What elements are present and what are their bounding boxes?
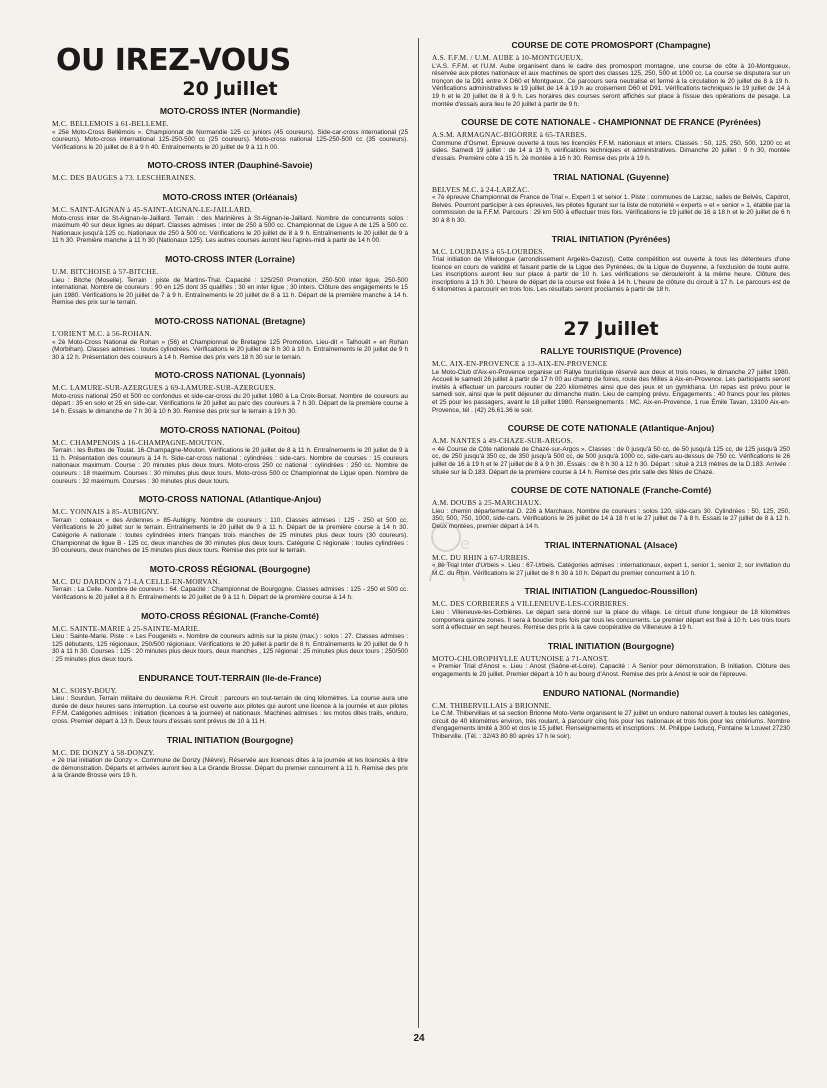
event-club: BELVES M.C. à 24-LARZAC. [432, 184, 530, 194]
event-description: Terrain : La Celle. Nombre de coureurs : 64. Capacité : Championnat de Bourgogne. Classes admises : 125 - 250 et 500 cc. Vérifications le 20 juillet à 8 h. Entraînements le 20 juillet de 9 à 11 h. Départ de la première course à 14 h. [52, 586, 408, 601]
event-heading: MOTO-CROSS INTER (Lorraine) [165, 253, 295, 264]
event-club: M.C. LAMURE-SUR-AZERGUES à 69-LAMURE-SUR-AZERGUES. [52, 383, 276, 393]
event-listing [432, 172, 790, 225]
event-club: M.C. LOURDAIS à 65-LOURDES. [432, 246, 545, 256]
event-club: C.M. THIBERVILLAIS à BRIONNE. [432, 700, 552, 710]
event-description: « 25è Moto-Cross Bellêmois ». Championnat de Normandie 125 cc juniors (45 coureurs). Side-car-cross international (25 coureurs). Moto-cross international 125-250-500 cc (25 coureurs). Moto-cross national 125-250-500 cc (35 coureurs). Vérifications le 20 juillet de 8 à 9 h 40. Entraînements le 20 juillet de 9 à 11 h 00. [52, 128, 408, 151]
event-heading: MOTO-CROSS INTER (Orléanais) [162, 191, 298, 202]
column-divider [418, 38, 419, 1028]
event-listing [52, 611, 408, 664]
event-description: Lieu : Sourdun. Terrain militaire du deuxième R.H. Circuit : parcours en tout-terrain de cinq kilomètres. La course aura une durée de deux heures sans interruption. La course est ouverte aux pilotes qui auront une licence à la journée et aux pilotes F.F.M. Catégories admises : initiation (licences à la journée) et nationaux. Machines admises : les motos dites trails, enduro, cross. Premier départ à 13 h. Deux tours d'essais sont prévus de 10 à 11 H. [52, 695, 408, 725]
event-description: « 2è trial initiation de Donzy ». Commune de Donzy (Nièvre). Réservée aux licences dites à la journée et les licenciés à titre de démonstration. Départs et arrivées auront lieu à La Grande Brosse. Départ du premier concurrent à 11 h. Remise des prix à la Grande Brosse vers 19 h. [52, 757, 408, 780]
event-listing [432, 40, 790, 108]
event-heading: MOTO-CROSS NATIONAL (Atlantique-Anjou) [138, 494, 322, 505]
left-sections [52, 106, 408, 780]
event-listing [52, 106, 408, 151]
event-listing [52, 673, 408, 726]
event-listing [432, 117, 790, 162]
svg-text:e: e [460, 534, 470, 553]
event-description: Trial initiation de Villelongue (arrondissement Argelès-Gazost). Cette compétition est ouverte à tous les détenteurs d'une licence en cours de validité et faisant partie de la Ligue des Pyrénées, de la Ligue de Guyenne, à l'exclusion de toute autre. Les inscriptions auront lieu sur place à partir de 10 h. Les vérifications se dérouleront à la même heure. Clôture des inscriptions à 13 h 30. L'heure de départ de la course est fixée à 14 h. L'heure de clôture du circuit à 17 h. Le parcours est de 6 kilomètres à parcourir en trois fois. Les résultats seront proclamés à partir de 18 h. [432, 256, 790, 294]
event-description: « 4è Course de Côte nationale de Chazé-sur-Argos ». Classes : de 0 jusqu'à 50 cc, de 50 jusqu'à 125 cc, de 125 jusqu'à 250 cc, de 250 jusqu'à 350 cc, de 350 jusqu'à 500 cc, de 500 jusqu'à 1000 cc, side-cars au-dessus de 750 cc. Vérifications le 26 juillet de 16 à 19 h et le 27 juillet de 8 à 9 h 30. Essais : de 8 h 30 à 12 h 30. Départ : situé à 213 mètres de la D.183. Arrivée : située sur la D.183. Départ de la première course à 14 h. Remise des prix salle des fêtes de Chazé. [432, 445, 790, 476]
event-heading: ENDURO NATIONAL (Normandie) [542, 687, 680, 698]
event-heading: TRIAL INITIATION (Pyrénées) [551, 233, 671, 244]
event-heading: TRIAL INTERNATIONAL (Alsace) [544, 539, 678, 550]
event-club: MOTO-CHLOROPHYLLE AUTUNOISE à 71-ANOST. [432, 653, 610, 663]
event-listing [52, 425, 408, 486]
event-heading: COURSE DE COTE PROMOSPORT (Champagne) [511, 40, 711, 50]
event-heading: MOTO-CROSS NATIONAL (Poitou) [160, 424, 300, 435]
date-heading-20-juillet: 20 Juillet [182, 78, 278, 100]
event-description: Terrain : coteaux « des Ardennes » 85-Aubigny. Nombre de coureurs : 110. Classes admises : 125 - 250 et 500 cc. Vérifications le 20 juillet sur le terrain. Entraînements le 20 juillet de 9 à 11 h. Départ de la première course à 14 h 30. Catégorie A nationale : toutes cylindrées inters français trois manches de 25 minutes plus deux tours (30 coureurs). Championnat de ligue B - 125 cc, deux manches de 30 minutes plus deux tours. Catégorie C régionale : toutes cylindrées : 30 coureurs, deux manches de 15 minutes plus deux tours. Remise des prix sur le terrain. [52, 516, 408, 555]
event-heading: TRIAL INITIATION (Bourgogne) [547, 640, 675, 651]
event-club: A.M. DOUBS à 25-MARCHAUX. [432, 498, 542, 508]
event-listing [52, 735, 408, 780]
event-listing [432, 346, 790, 414]
watermark-figure-icon [424, 515, 482, 585]
event-club: M.C. DU RHIN à 67-URBEIS. [432, 552, 530, 562]
event-club: A.S.M. ARMAGNAC-BIGORRE à 65-TARBES. [432, 130, 587, 140]
event-description: « 2è Moto-Cross National de Rohan » (56) et Championnat de Bretagne 125 Promotion. Lieu-dit « Talhouët » en Rohan (Morbihan). Classes admises : toutes cylindrées. Vérifications le 20 juillet de 8 h 30 à 10 h. Entraînements le 20 juillet de 9 h 30 à 12 h. Présentation des coureurs à 14 h. Remise des prix vers 18 h 30 sur le terrain. [52, 338, 408, 361]
event-description: Le C.M. Thibervillais et sa section Brionne Moto-Verte organisent le 27 juillet un enduro national ouvert à toutes les catégories, circuit de 40 kilomètres environ, très roulant, à parcourir cinq fois pour les nationaux et trois fois pour les critériums. Nombre d'engagements limité à 300 et clos le 15 juillet. Renseignements et inscriptions : M. Philippe Leducq, Fontaine la Louvet 27230 Thiberville. (Tél. : 32/43 80 80 après 17 h le soir). [432, 710, 790, 740]
event-listing [52, 370, 408, 415]
event-description: Terrain : les Buttes de Toulat. 16-Champagne-Mouton. Vérifications le 20 juillet de 8 à 11 h. Entraînements le 20 juillet de 9 à 11 h. Présentation des coureurs à 14 h. Side-car-cross national : cylindrées : side-cars. Nombre de courses : 15 coureurs nationaux maximum. Course : 20 minutes plus deux tours. Moto-cross 250 cc national : cylindrées : 250 cc. Nombre de coureurs : 18 maximum. Courses : 30 minutes plus deux tours. Moto-cross 500 cc Championnat de Ligue open. Nombre de coureurs : 32 maximum. Courses : 30 minutes plus deux tours. [52, 447, 408, 485]
event-description: Le Moto-Club d'Aix-en-Provence organise un Rallye touristique réservé aux deux et trois roues, le dimanche 27 juillet 1980. Accueil le samedi 26 juillet à partir de 17 h 00 au champ de foires, route des Milles à Aix-en-Provence. Les participants seront invités à effectuer un parcours routier de 220 kilomètres ainsi que des jeux et un gymkhana. Un repas est prévu pour le samedi soir, ainsi que le petit déjeuner du dimanche matin. Lieu de camping prévu. Engagements : 40 francs pour les pilotes et 25 pour les passagers, avant le 18 juillet 1980. Renseignements : MC. Aix-en-Provence, 1 rue Émile Tavan, 13100 Aix-en-Provence, tél . (42) 26.61.36 le soir. [432, 368, 790, 414]
event-club: M.C. DE DONZY à 58-DONZY. [52, 747, 155, 757]
event-description: « Premier Trial d'Anost ». Lieu : Anost (Saône-et-Loire). Capacité : A Senior pour démonstration, B Initiation. Clôture des engagements le 20 juillet. Premier départ à 10 h au bourg d'Anost. Remise des prix à Anost le soir de l'épreuve. [432, 663, 790, 678]
event-heading: MOTO-CROSS NATIONAL (Lyonnais) [154, 370, 306, 381]
event-listing [52, 192, 408, 245]
left-column [52, 40, 408, 789]
event-listing [52, 160, 408, 183]
event-club: M.C. AIX-EN-PROVENCE à 13-AIX-EN-PROVENCE [432, 359, 608, 369]
event-description: « 8è Trial Inter d'Urbeis ». Lieu : 67-Urbeis. Catégories admises : internationaux, expert 1, senior 1, senior 2, sur invitation du M.C. du Rhin. Vérifications le 27 juillet de 8 h 30 à 10 h. Départ du premier concurrent à 10 h. [432, 562, 790, 577]
event-description: L'A.S. F.F.M. et l'U.M. Aube organisent dans le cadre des promosport montagne, une course de côte à 10-Montgueux, réservée aux pilotes nationaux et aux machines de sport des classes 125, 250, 500 et 1000 cc. La course se disputera sur un tronçon de la D91 entre X D60 et Montgueux. Ce parcours sera neutralisé et fermé à la circulation le 20 juillet de 8 à 19 h. Vérifications administratives le 19 juillet de 14 à 19 h au croisement D60 et D91. Vérifications techniques le 19 juillet de 14 à 19 h et le 20 juillet de 8 à 9 h. Les horaires des courses seront affichés sur place à l'issue des opérations de pesage. La montée d'essais aura lieu le 20 juillet à partir de 9 h. [432, 62, 790, 108]
page-number: 24 [413, 1033, 425, 1044]
event-listing [52, 254, 408, 307]
event-description: Lieu : Bitche (Moselle). Terrain : piste de Martins-Thal. Capacité : 125/250 Promotion, 250-500 inter ligue, 250-500 international. Nombre de coureurs : 90 en 125 dont 35 qualifiés ; 30 en inter ligue ; 30 inters. Clôture des engagements le 15 juin 1980. Vérifications le 20 juillet de 7 à 9 h. Entraînements le 20 juillet de 8 à 11 h. Départ de la première manche à 14 h. Remise des prix sur le terrain. [52, 276, 408, 307]
event-listing [432, 641, 790, 679]
event-heading: COURSE DE COTE NATIONALE - CHAMPIONNAT DE FRANCE (Pyrénées) [461, 117, 761, 128]
event-heading: TRIAL NATIONAL (Guyenne) [552, 171, 669, 182]
event-heading: COURSE DE COTE NATIONALE (Atlantique-Anjou) [507, 423, 715, 434]
event-listing [432, 423, 790, 476]
event-heading: MOTO-CROSS RÉGIONAL (Bourgogne) [149, 563, 311, 574]
right-sections-top [432, 40, 790, 294]
event-heading: TRIAL INITIATION (Bourgogne) [166, 734, 294, 745]
event-description: Commune d'Osmet. Épreuve ouverte à tous les licenciés F.F.M. nationaux et inters. Classes : 50, 125, 250, 500, 1200 cc et sides. Samedi 19 juillet : de 14 à 19 h, vérifications techniques et administratives. Dimanche 20 juillet : 9 h 30, montée d'essais. Première côte à 15 h. 2è montée à 16 h 30. Remise des prix à 19 h. [432, 139, 790, 162]
event-club: M.C. SAINTE-MARIE à 25-SAINTE-MARIE. [52, 623, 201, 633]
event-listing [432, 234, 790, 295]
right-column [432, 40, 790, 749]
event-listing [432, 586, 790, 631]
event-club: M.C. BELLEMOIS à 61-BELLEME. [52, 119, 169, 128]
event-club: M.C. DES BAUGES à 73. LESCHERAINES. [52, 173, 196, 183]
event-listing [432, 540, 790, 578]
event-club: M.C. CHAMPENOIS à 16-CHAMPAGNE-MOUTON. [52, 437, 225, 447]
right-sections-bottom [432, 346, 790, 740]
event-heading: MOTO-CROSS RÉGIONAL (Franche-Comté) [141, 610, 319, 621]
event-heading: ENDURANCE TOUT-TERRAIN (Ile-de-France) [138, 672, 322, 683]
event-heading: MOTO-CROSS NATIONAL (Bretagne) [154, 315, 306, 326]
event-club: M.C. DES CORBIERES à VILLENEUVE-LES-CORBIERES. [432, 599, 629, 609]
event-club: M.C. SOISY-BOUY. [52, 685, 118, 695]
event-heading: MOTO-CROSS INTER (Dauphiné-Savoie) [147, 160, 313, 171]
event-club: M.C. DU DARDON à 71-LA CELLE-EN-MORVAN. [52, 576, 221, 586]
event-listing [52, 564, 408, 602]
event-club: L'ORIENT M.C. à 56-ROHAN. [52, 328, 152, 338]
event-heading: MOTO-CROSS INTER (Normandie) [159, 106, 301, 116]
date-heading-27-juillet: 27 Juillet [563, 318, 659, 341]
event-description: Moto-cross inter de St-Aignan-le-Jaillard. Terrain : des Marinières à St-Aignan-le-Jaillard. Nombre de concurrents solos : maximum 40 sur deux lignes au départ. Classes admises : inter de 250 à 500 cc. Championnat de Ligue A de 125 à 500 cc. Nationaux jusqu'à 125 cc. Nationaux de 250 à 500 cc. Vérifications le 20 juillet de 8 à 9 h. Entraînements le 20 juillet de 9 à 11 h 30. Première manche à 11 h 30 (Nationaux 125). Les autres courses auront lieu l'après-midi à partir de 14 h 00. [52, 214, 408, 245]
event-listing [52, 494, 408, 555]
event-description: Lieu : chemin départemental D. 226 à Marchaux. Nombre de coureurs : solos 120, side-cars 30. Cylindrées : 50, 125, 250, 350, 500, 750, 1000, side-cars. Vérifications le 26 juillet de 14 à 18 h et le 27 juillet de 7 à 8 h. Essais le 27 juillet de 8 à 12 h. Deux montées, premier départ à 14 h. [432, 507, 790, 530]
event-listing [432, 485, 790, 530]
event-listing [52, 316, 408, 361]
event-description: « 7è épreuve Championnat de France de Trial ». Expert 1 et senior 1. Piste : communes de Larzac, salles de Belvès, Capdrot, Belvès. Pourront participer à ces épreuves, les pilotes figurant sur la liste de notoriété « experts » et « senior » 1, établie par la commission de la F.F.M. Parcours : 29 km 500 à effectuer trois fois. Vérifications le 19 juillet de 16 à 18 h et le 20 juillet de 6 h 30 à 8 h 30. [432, 194, 790, 224]
page-title: OU IREZ-VOUS [56, 43, 291, 78]
event-club: A.S. F.F.M. / U.M. AUBE à 10-MONTGUEUX. [432, 53, 584, 62]
event-heading: TRIAL INITIATION (Languedoc-Roussillon) [524, 586, 698, 597]
event-club: U.M. BITCHOISE à 57-BITCHE. [52, 266, 159, 276]
event-description: Moto-cross national 250 et 500 cc confondus et side-car-cross du 20 juillet 1980 à La Croix-Borsat. Nombre de coureurs au départ : 35 en solo et 25 en side-car. Vérifications le 20 juillet au parc des coureurs à 7 h 30. Départ de la première course à 14 h. Essais le dimanche de 7 h 30 à 10 h 30. Remise des prix sur le terrain à 19 h 30. [52, 392, 408, 416]
event-heading: RALLYE TOURISTIQUE (Provence) [540, 346, 682, 357]
event-listing [432, 688, 790, 741]
event-description: Lieu : Villeneuve-les-Corbières. Le départ sera donné sur la place du village. Le circuit d'une longueur de 18 kilomètres comportera quinze zones. Il sera à boucler trois fois par tous les concurrents. Le premier départ est fixé à 10 h. Les trois tours sont à effectuer en sept heures. Remise des prix à la cave coopérative de Villeneuve à 19 h. [432, 608, 790, 632]
event-description: Lieu : Sainte-Marie. Piste : « Les Fougerets ». Nombre de coureurs admis sur la piste (max.) : solos : 27. Classes admises : 125 débutants, 125 régionaux, 250/500 régionaux. Vérifications le 20 juillet à partir de 8 h. Entraînements le 20 juillet de 9 h 30 à 11 h 30. Courses : 125 : 20 minutes plus deux tours, deux manches , 125 régional : 25 minutes plus deux tours ; 250/500 : 25 minutes plus deux tours. [52, 633, 408, 663]
event-heading: COURSE DE COTE NATIONALE (Franche-Comté) [510, 485, 712, 496]
event-club: M.C. YONNAIS à 85-AUBIGNY. [52, 507, 160, 517]
event-club: M.C. SAINT-AIGNAN à 45-SAINT-AIGNAN-LE-JAILLARD. [52, 204, 252, 214]
event-club: A.M. NANTES à 49-CHAZE-SUR-ARGOS. [432, 436, 573, 446]
